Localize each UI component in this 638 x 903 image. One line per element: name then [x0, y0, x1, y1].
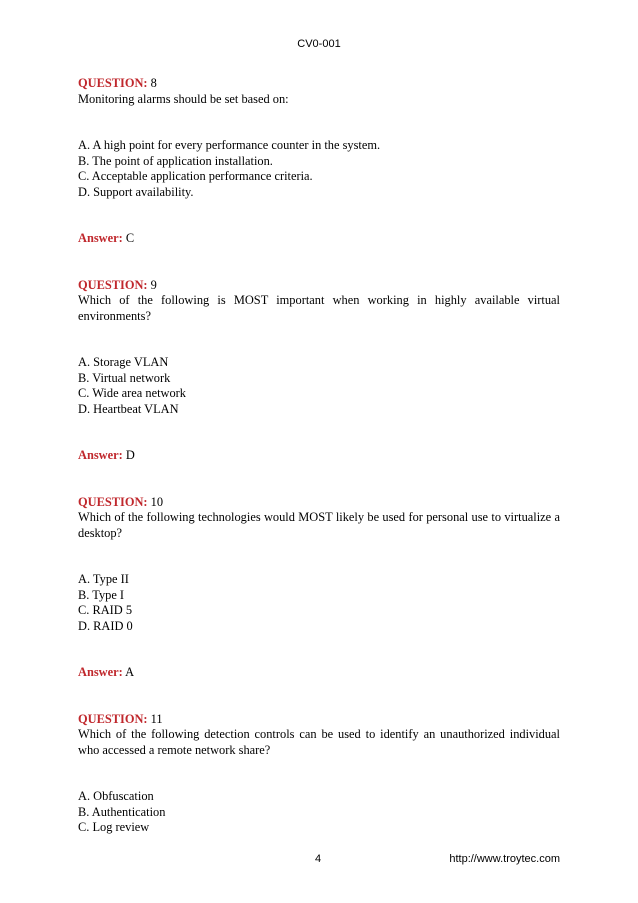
option-b: B. Virtual network — [78, 370, 171, 385]
option-a: A. Storage VLAN — [78, 355, 169, 369]
answer-label: Answer: — [78, 448, 123, 462]
question-block — [78, 76, 560, 247]
question-heading — [78, 712, 560, 728]
option-d: D. Heartbeat VLAN — [78, 401, 179, 416]
option-b: B. Authentication — [78, 804, 166, 819]
question-label: QUESTION: — [78, 494, 148, 509]
answer-line — [78, 231, 560, 247]
option-list — [78, 572, 560, 634]
question-stem: Which of the following is MOST important when working in highly available virtual environments? — [78, 293, 560, 323]
question-stem: Which of the following technologies would MOST likely be used for personal use to virtualize a desktop? — [78, 510, 560, 540]
option-list — [78, 355, 560, 417]
option-b: B. The point of application installation. — [78, 153, 273, 168]
question-list — [78, 76, 560, 836]
option-d: D. Support availability. — [78, 184, 194, 199]
option-a: A. Type II — [78, 572, 129, 586]
option-b: B. Type I — [78, 587, 125, 602]
option-c: C. RAID 5 — [78, 603, 133, 617]
question-block — [78, 712, 560, 836]
option-c: C. Wide area network — [78, 386, 186, 400]
question-block — [78, 495, 560, 681]
question-stem: Which of the following detection controls can be used to identify an unauthorized individual who accessed a remote network share? — [78, 727, 560, 757]
footer-link[interactable]: http://www.troytec.com — [449, 853, 560, 865]
question-stem: Monitoring alarms should be set based on: — [78, 91, 289, 106]
question-label: QUESTION: — [78, 76, 148, 90]
page-number: 4 — [315, 853, 322, 865]
answer-label: Answer: — [78, 231, 123, 245]
question-heading — [78, 495, 560, 511]
question-block — [78, 278, 560, 464]
answer-value: A — [125, 665, 135, 679]
option-c: C. Acceptable application performance criteria. — [78, 169, 313, 183]
answer-line — [78, 448, 560, 464]
answer-value: D — [125, 448, 135, 462]
option-a: A. Obfuscation — [78, 789, 154, 803]
question-label: QUESTION: — [78, 711, 148, 726]
question-number: 11 — [150, 711, 163, 726]
question-number: 8 — [150, 76, 157, 90]
answer-line — [78, 665, 560, 681]
option-a: A. A high point for every performance counter in the system. — [78, 138, 381, 152]
question-heading — [78, 278, 560, 294]
question-number: 9 — [150, 277, 157, 292]
answer-label: Answer: — [78, 665, 123, 679]
option-list — [78, 138, 560, 200]
page-header: CV0-001 — [297, 38, 341, 50]
answer-value: C — [125, 231, 135, 245]
question-number: 10 — [150, 494, 164, 509]
question-label: QUESTION: — [78, 277, 148, 292]
option-c: C. Log review — [78, 820, 150, 834]
question-heading — [78, 76, 560, 92]
option-d: D. RAID 0 — [78, 618, 133, 633]
option-list — [78, 789, 560, 836]
